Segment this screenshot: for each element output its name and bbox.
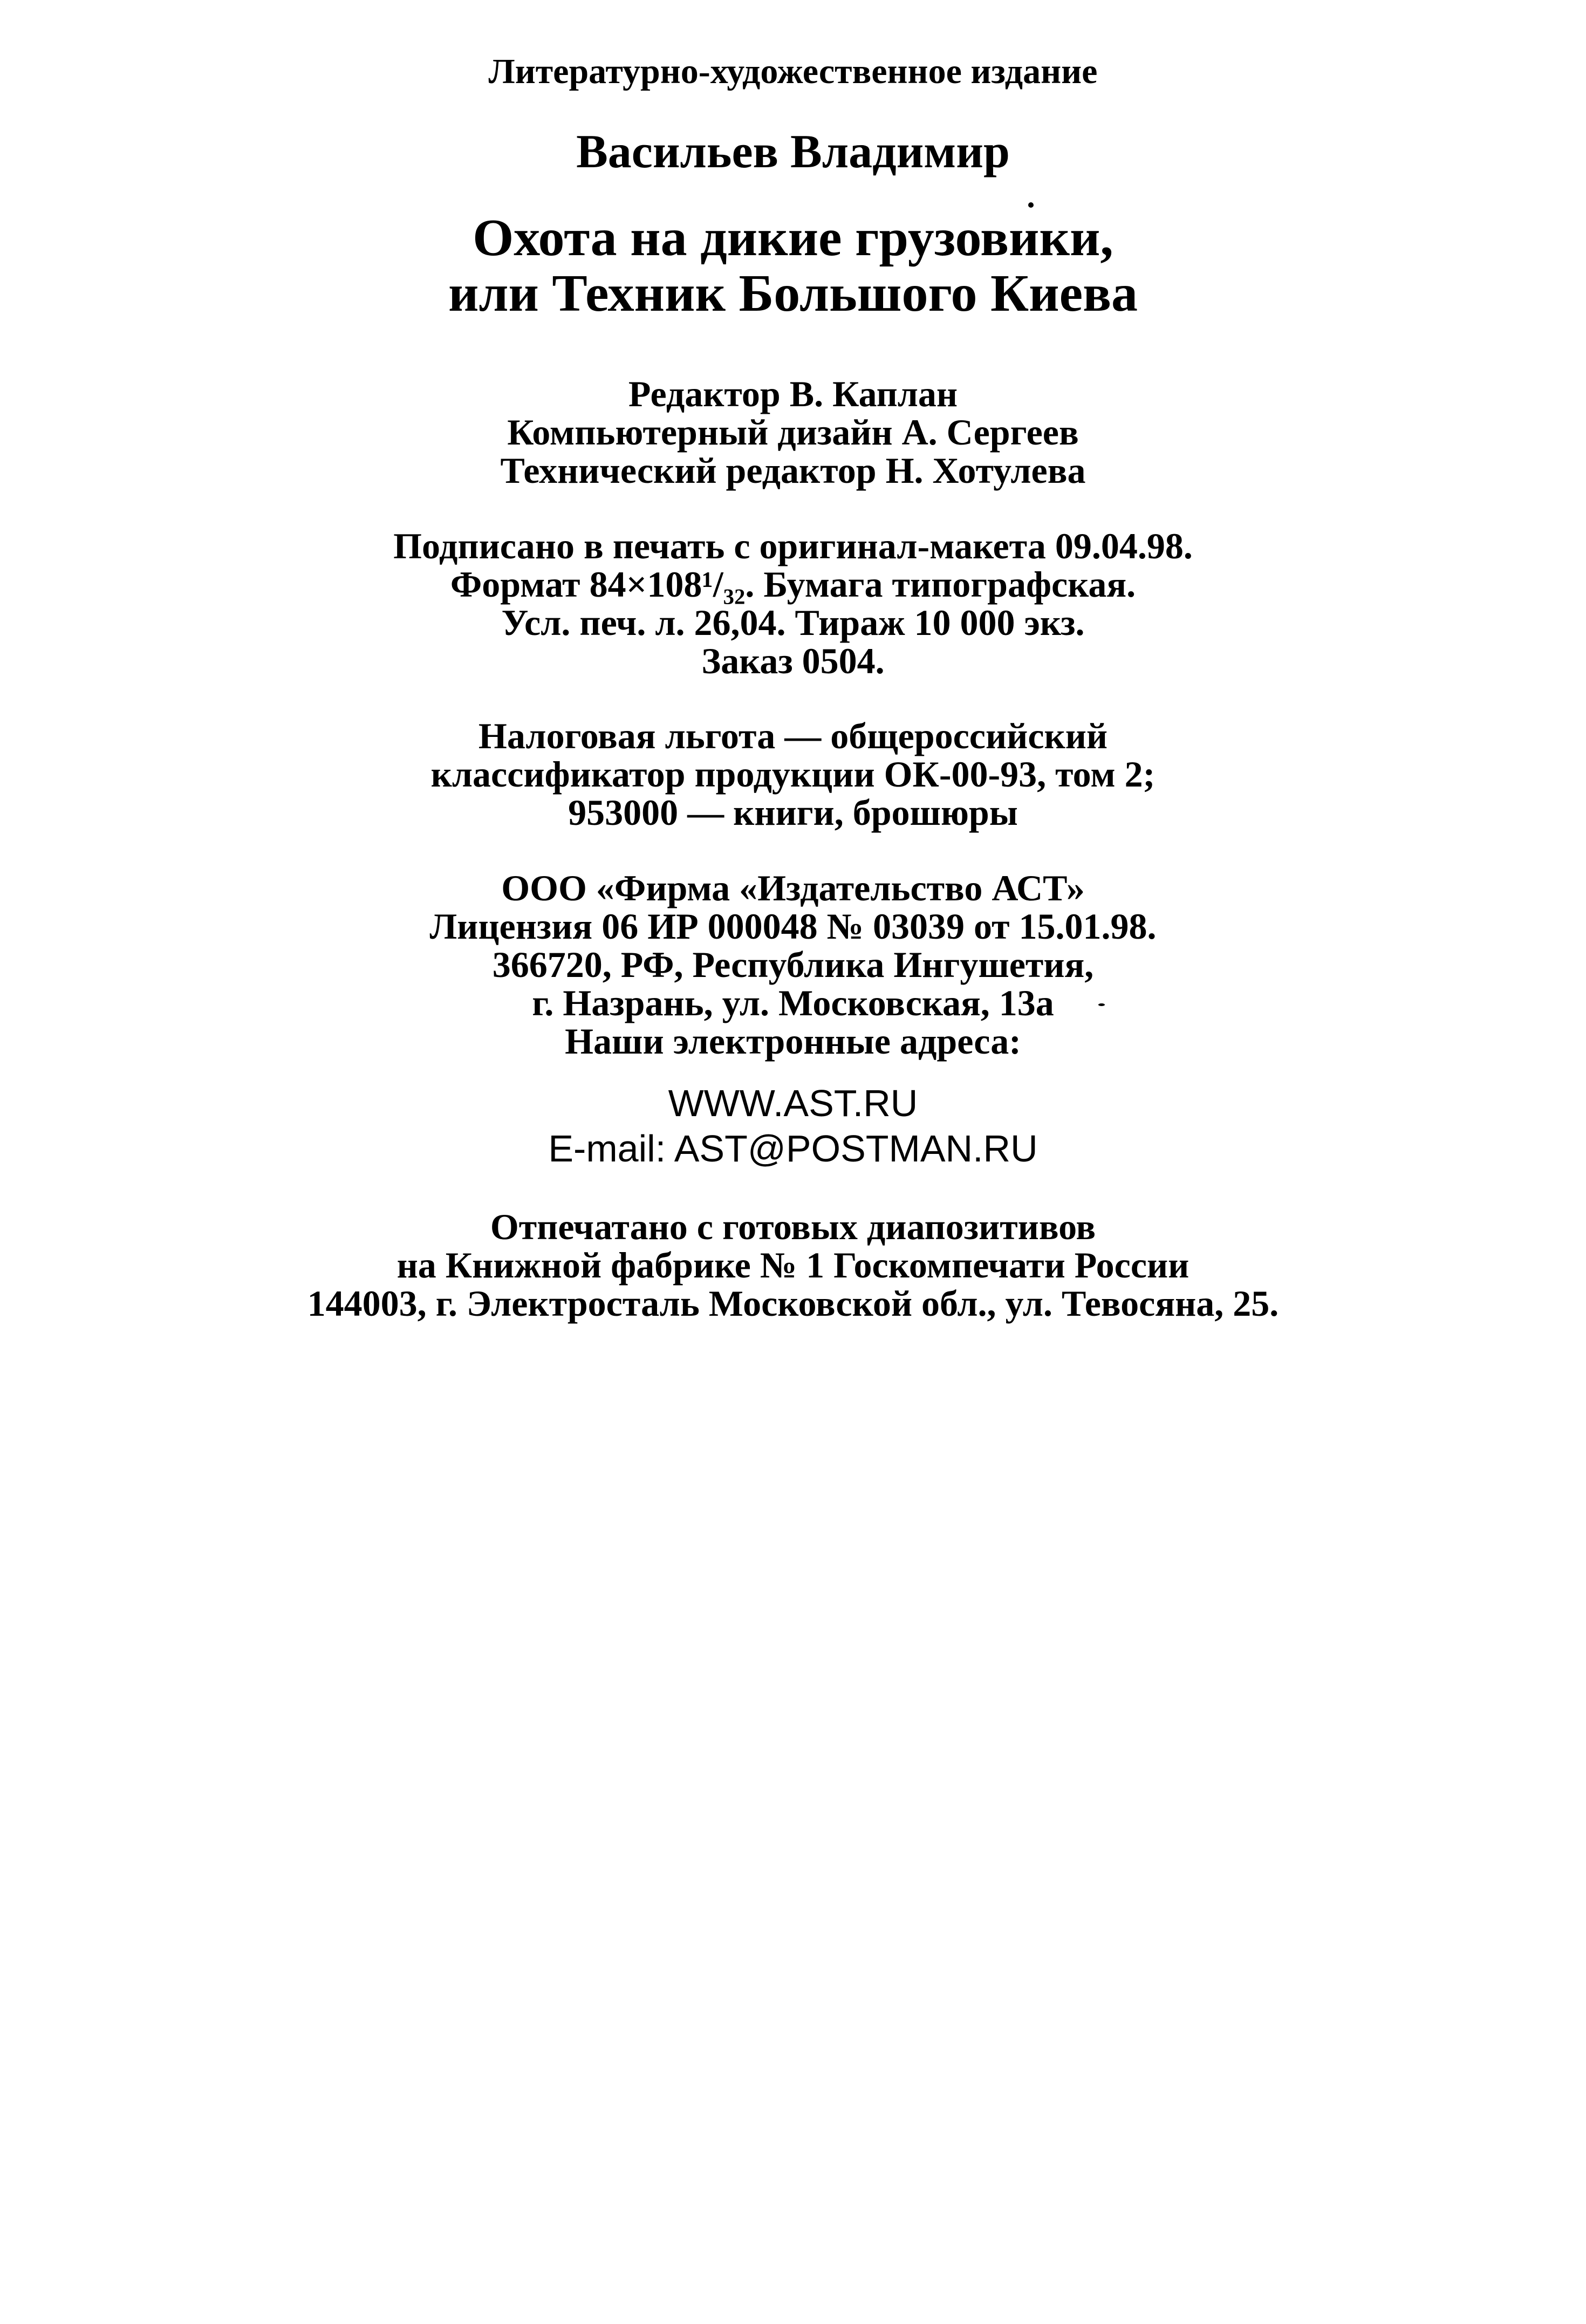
- edition-type: Литературно-художественное издание: [488, 52, 1098, 91]
- addresses-label: Наши электронные адреса:: [565, 1021, 1021, 1062]
- imprint-order: Заказ 0504.: [701, 640, 885, 681]
- imprint-format: Формат 84×108¹/₃₂. Бумага типографская.: [450, 564, 1136, 605]
- email-address: E-mail: AST@POSTMAN.RU: [548, 1127, 1038, 1170]
- website-url: WWW.AST.RU: [668, 1082, 918, 1124]
- tax-line-1: Налоговая льгота — общероссийский: [478, 715, 1108, 756]
- tax-line-3: 953000 — книги, брошюры: [568, 792, 1018, 833]
- publisher-address-1: 366720, РФ, Республика Ингушетия,: [492, 944, 1094, 985]
- printer-line-3: 144003, г. Электросталь Московской обл., ул. Тевосяна, 25.: [307, 1283, 1279, 1324]
- book-title-line-2: или Техник Большого Киева: [448, 264, 1138, 323]
- imprint-sheets: Усл. печ. л. 26,04. Тираж 10 000 экз.: [501, 602, 1085, 643]
- printer-line-2: на Книжной фабрике № 1 Госкомпечати России: [396, 1245, 1190, 1286]
- printer-line-1: Отпечатано с готовых диапозитивов: [490, 1206, 1096, 1247]
- publisher-name: ООО «Фирма «Издательство АСТ»: [501, 867, 1085, 908]
- author-name: Васильев Владимир: [576, 126, 1010, 178]
- credit-editor: Редактор В. Каплан: [628, 373, 958, 414]
- book-title-line-1: Охота на дикие грузовики,: [473, 209, 1113, 267]
- print-speck: [1028, 202, 1034, 208]
- publisher-license: Лицензия 06 ИР 000048 № 03039 от 15.01.98.: [429, 906, 1157, 947]
- credit-designer: Компьютерный дизайн А. Сергеев: [507, 412, 1079, 453]
- publisher-address-2: г. Назрань, ул. Московская, 13а: [532, 982, 1054, 1023]
- credit-tech-editor: Технический редактор Н. Хотулева: [500, 450, 1086, 491]
- tax-line-2: классификатор продукции ОК-00-93, том 2;: [430, 754, 1156, 795]
- print-speck: [1098, 1003, 1105, 1006]
- imprint-signed: Подписано в печать с оригинал-макета 09.04.98.: [393, 525, 1193, 566]
